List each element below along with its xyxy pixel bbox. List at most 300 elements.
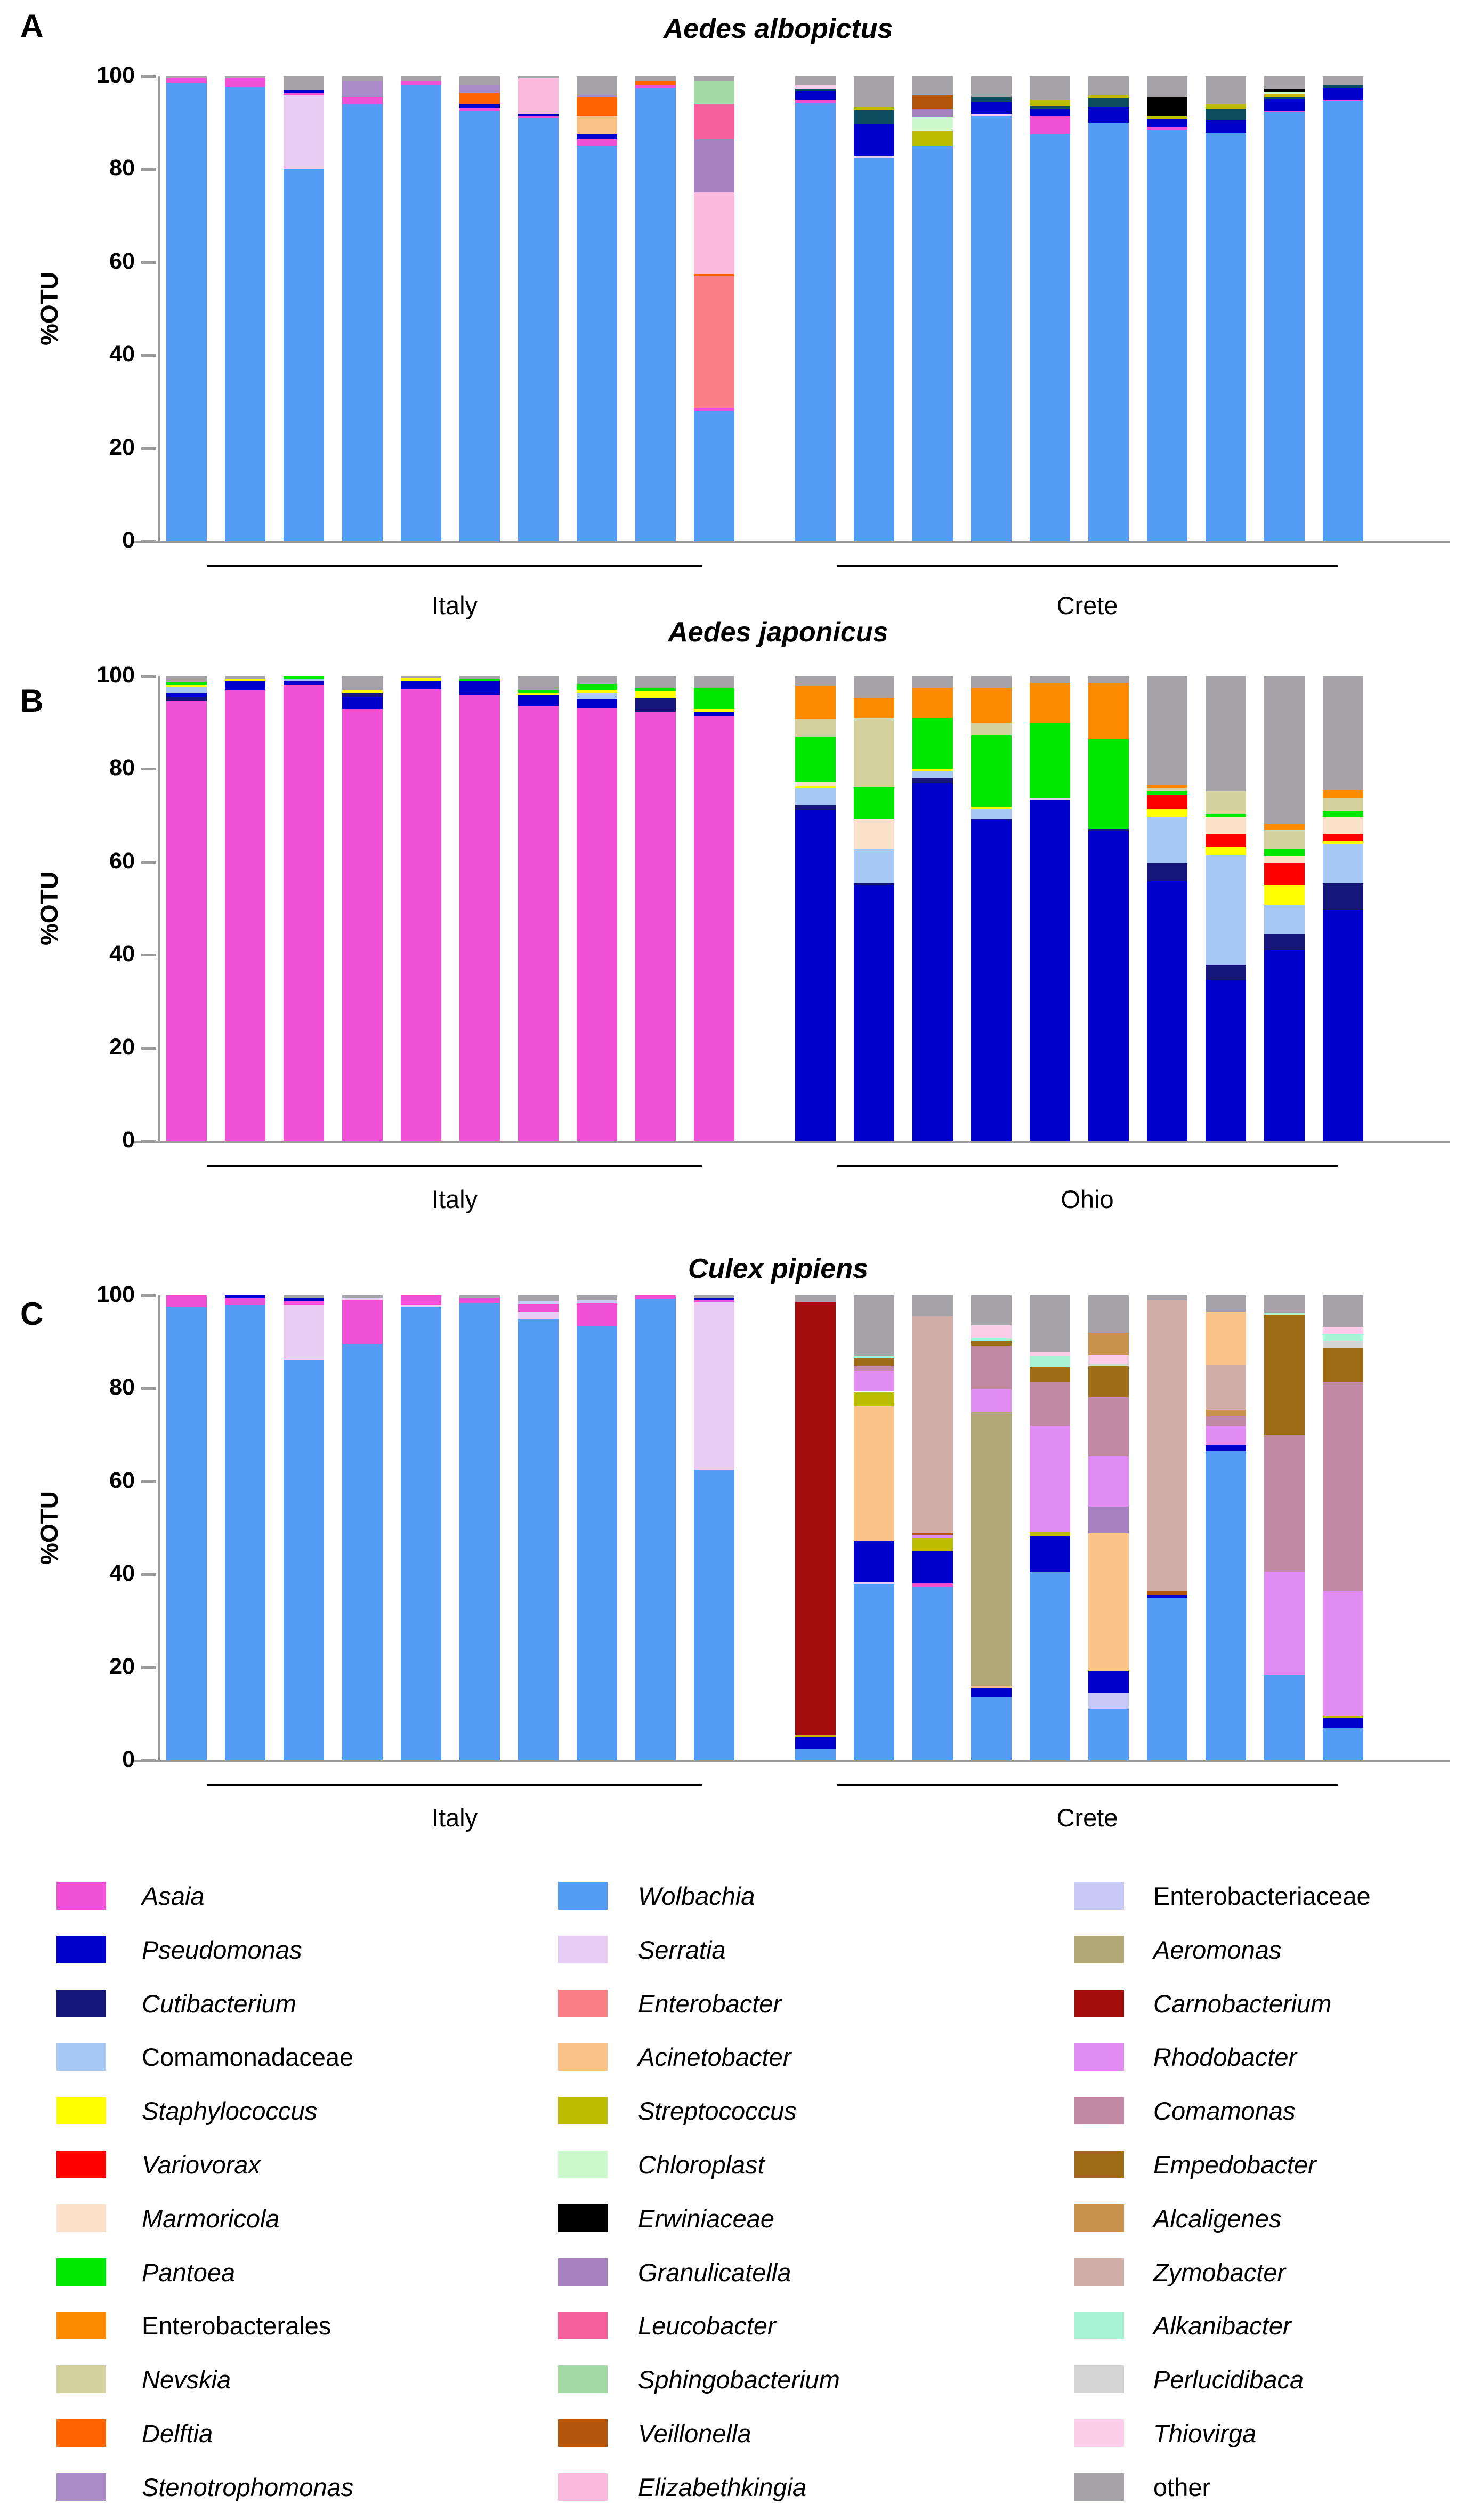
bar-segment [1206,133,1246,541]
bar-segment [854,718,894,787]
bar-segment [912,783,953,1141]
y-tick-mark [141,861,156,864]
bar-segment [971,723,1012,735]
bar-segment [795,686,836,719]
bar-segment [1206,855,1246,965]
bar-segment [577,95,617,97]
bar-segment [971,1295,1012,1325]
bar-segment [284,169,324,541]
bar-segment [577,139,617,146]
panel-a-title: Aedes albopictus [663,13,893,44]
bar-segment [1264,1572,1305,1675]
bar-segment [342,76,383,81]
bar-segment [854,1358,894,1366]
bar-segment [459,676,500,679]
legend-swatch-alcaligenes [1074,2204,1124,2232]
bar-segment [577,134,617,139]
legend-label-cutibacterium: Cutibacterium [142,1989,296,2018]
legend-label-granulicatella: Granulicatella [638,2258,791,2286]
bar-segment [1264,89,1305,92]
y-tick-label: 80 [109,755,135,781]
bar-segment [1323,676,1363,790]
panel-b-group-ohio-label: Ohio [1061,1185,1114,1213]
bar-segment [225,78,265,87]
bar-segment [1030,1352,1070,1356]
bar-segment [854,76,894,107]
bar-segment [971,820,1012,1141]
bar-segment [1264,830,1305,849]
legend-swatch-alkanibacter [1074,2312,1124,2339]
bar-segment [459,681,500,694]
bar-segment [1264,1675,1305,1760]
bar-segment [1030,1382,1070,1426]
bar-segment [1264,934,1305,951]
bar-segment [518,1319,559,1760]
bar-segment [1206,1445,1246,1451]
bar-segment [284,95,324,170]
bar-segment [912,1535,953,1538]
bar-segment [1147,863,1187,881]
bar-segment [854,1366,894,1371]
bar-segment [518,690,559,692]
bar-segment [795,85,836,88]
bar-segment [1323,1334,1363,1341]
legend-label-nevskia: Nevskia [142,2365,231,2394]
bar-segment [342,81,383,98]
bar-segment [1088,123,1129,541]
bar-segment [1147,881,1187,1141]
bar-segment [971,676,1012,688]
legend-swatch-acinetobacter [558,2043,608,2071]
bar-segment [971,1325,1012,1338]
bar-segment [854,849,894,883]
y-tick-mark [141,1480,156,1483]
bar-segment [1264,111,1305,112]
bar-segment [1088,1671,1129,1693]
y-tick-label: 20 [109,1034,135,1060]
legend-swatch-streptococcus [558,2097,608,2124]
bar-segment [795,1735,836,1737]
bar-segment [225,1295,265,1298]
bar-segment [1088,98,1129,107]
legend-swatch-stenotrophomonas [56,2473,106,2501]
legend-swatch-wolbachia [558,1882,608,1910]
bar-segment [518,76,559,78]
bar-segment [1147,1295,1187,1300]
bar-segment [694,76,734,81]
bar-segment [1323,1341,1363,1347]
bar-segment [1264,885,1305,905]
bar-segment [1323,1718,1363,1728]
legend-swatch-cutibacterium [56,1990,106,2017]
y-tick-label: 0 [122,1127,135,1153]
bar-segment [1088,683,1129,739]
bar-segment [912,109,953,117]
bar-segment [635,688,676,691]
y-tick-label: 0 [122,527,135,553]
bar-segment [912,778,953,783]
bar-segment [577,146,617,541]
legend-swatch-pantoea [56,2258,106,2286]
bar-segment [795,1737,836,1749]
bar-segment [577,693,617,699]
bar-segment [854,158,894,541]
y-tick-mark [141,954,156,956]
bar-segment [518,676,559,690]
bar-segment [1323,844,1363,883]
bar-segment [694,1302,734,1470]
legend-swatch-asaia [56,1882,106,1910]
bar-segment [166,76,207,78]
y-axis-line [158,676,160,1141]
bar-segment [1264,676,1305,824]
legend-swatch-comamonadaceae [56,2043,106,2071]
legend-label-streptococcus: Streptococcus [638,2096,797,2125]
bar-segment [971,688,1012,723]
bar-segment [795,1302,836,1735]
y-tick-mark [141,1759,156,1762]
y-tick-mark [141,768,156,770]
bar-segment [459,108,500,111]
bar-segment [1206,676,1246,791]
legend-label-erwiniaceae: Erwiniaceae [638,2204,775,2233]
bar-segment [1206,965,1246,980]
bar-segment [854,819,894,850]
bar-segment [854,107,894,110]
bar-segment [1323,1295,1363,1327]
legend-label-elizabethkingia: Elizabethkingia [638,2473,807,2501]
bar-segment [577,1303,617,1327]
bar-segment [1264,112,1305,541]
legend-label-empedobacter: Empedobacter [1153,2150,1316,2179]
bar-segment [1088,1507,1129,1533]
bar-segment [1264,849,1305,856]
legend-label-perlucidibaca: Perlucidibaca [1153,2365,1304,2394]
bar-segment [912,146,953,541]
legend-label-stenotrophomonas: Stenotrophomonas [142,2473,354,2501]
legend-swatch-sphingobacterium [558,2365,608,2393]
bar-segment [635,85,676,87]
bar-segment [1147,676,1187,785]
bar-segment [854,885,894,1141]
legend-swatch-enterobacterales [56,2312,106,2339]
bar-segment [1206,1410,1246,1416]
bar-segment [1147,76,1187,97]
bar-segment [166,693,207,697]
bar-segment [854,110,894,124]
bar-segment [795,1295,836,1302]
bar-segment [401,678,441,680]
bar-segment [1030,134,1070,541]
bar-segment [1206,980,1246,1141]
bar-segment [1323,1327,1363,1334]
bar-segment [1323,883,1363,911]
legend-label-other: other [1153,2473,1211,2501]
bar-segment [166,1307,207,1760]
bar-segment [342,104,383,541]
bar-segment [401,1305,441,1307]
bar-segment [166,682,207,685]
bar-segment [401,689,441,1141]
bar-segment [1147,1598,1187,1760]
y-tick-label: 40 [109,1560,135,1587]
bar-segment [1030,723,1070,798]
legend-label-leucobacter: Leucobacter [638,2311,776,2340]
bar-segment [1030,109,1070,116]
y-tick-label: 0 [122,1746,135,1772]
legend-label-rhodobacter: Rhodobacter [1153,2042,1297,2071]
bar-segment [795,810,836,1141]
bar-segment [459,85,500,92]
y-tick-label: 100 [96,62,135,88]
bar-segment [225,1305,265,1760]
bar-segment [459,679,500,681]
bar-segment [518,114,559,116]
bar-segment [577,76,617,95]
bar-segment [912,718,953,769]
bar-segment [635,1295,676,1299]
bar-segment [912,1295,953,1316]
group-underline [207,1165,702,1167]
legend-label-acinetobacter: Acinetobacter [638,2042,791,2071]
bar-segment [1206,1416,1246,1426]
legend-swatch-granulicatella [558,2258,608,2286]
panel-c-group-crete-label: Crete [1056,1804,1118,1832]
y-tick-label: 40 [109,941,135,967]
bar-segment [225,87,265,541]
bar-segment [1088,1456,1129,1507]
bar-segment [284,76,324,90]
legend-label-enterobacterales: Enterobacterales [142,2311,331,2340]
bar-segment [1030,1426,1070,1532]
bar-segment [912,1587,953,1760]
legend-label-alcaligenes: Alcaligenes [1153,2204,1282,2233]
y-tick-mark [141,168,156,171]
bar-segment [166,1295,207,1307]
bar-segment [1323,1716,1363,1717]
panel-b-letter: B [20,683,44,719]
legend-label-carnobacterium: Carnobacterium [1153,1989,1332,2018]
bar-segment [912,676,953,688]
bar-segment [225,690,265,1141]
bar-segment [1147,809,1187,817]
bar-segment [795,788,836,805]
bar-segment [971,1412,1012,1686]
bar-segment [1323,1348,1363,1382]
bar-segment [795,89,836,91]
bar-segment [342,1344,383,1760]
panel-b-title: Aedes japonicus [668,617,888,648]
bar-segment [694,1295,734,1298]
bar-segment [1206,76,1246,104]
bar-segment [1147,1591,1187,1595]
bar-segment [225,76,265,78]
bar-segment [459,93,500,104]
bar-segment [1030,798,1070,799]
bar-segment [912,769,953,771]
bar-segment [795,782,836,786]
legend-swatch-variovorax [56,2151,106,2178]
group-underline [837,565,1338,567]
panel-c-letter: C [20,1296,44,1332]
panel-c-y-axis-label: %OTU [35,1491,63,1565]
bar-segment [518,693,559,695]
bar-segment [971,76,1012,97]
bar-segment [1147,116,1187,119]
bar-segment [459,1303,500,1760]
bar-segment [1030,1356,1070,1367]
bar-segment [971,1389,1012,1412]
bar-segment [225,679,265,681]
legend-label-chloroplast: Chloroplast [638,2150,765,2179]
bar-segment [971,1697,1012,1760]
bar-segment [694,104,734,139]
bar-segment [401,676,441,678]
bar-segment [284,1305,324,1360]
y-tick-mark [141,540,156,543]
bar-segment [225,681,265,690]
bar-segment [1030,106,1070,109]
y-axis-line [158,1295,160,1760]
bar-segment [1264,76,1305,89]
bar-segment [459,1298,500,1303]
y-tick-mark [141,75,156,78]
y-tick-mark [141,1573,156,1576]
legend-label-marmoricola: Marmoricola [142,2204,280,2233]
x-baseline [133,1760,1450,1762]
bar-segment [1323,1382,1363,1591]
bar-segment [854,883,894,885]
bar-segment [971,807,1012,809]
bar-segment [1088,676,1129,683]
bar-segment [577,684,617,690]
bar-segment [284,685,324,1141]
legend-label-thiovirga: Thiovirga [1153,2419,1257,2447]
y-tick-mark [141,1666,156,1669]
panel-c-group-italy-label: Italy [431,1804,478,1832]
bar-segment [1323,798,1363,810]
bar-segment [1147,119,1187,127]
bar-segment [166,697,207,701]
bar-segment [854,698,894,718]
x-baseline [133,1141,1450,1143]
bar-segment [795,786,836,788]
bar-segment [1147,785,1187,788]
bar-segment [1088,1709,1129,1760]
legend-swatch-veillonella [558,2419,608,2447]
y-tick-mark [141,1140,156,1142]
bar-segment [518,1304,559,1313]
bar-segment [912,117,953,131]
bar-segment [1264,1315,1305,1434]
bar-segment [1206,817,1246,834]
y-tick-label: 80 [109,1374,135,1400]
bar-segment [1030,100,1070,106]
bar-segment [1264,856,1305,863]
bar-segment [1264,99,1305,111]
bar-segment [854,124,894,156]
bar-segment [1323,790,1363,798]
group-underline [837,1784,1338,1786]
legend-swatch-rhodobacter [1074,2043,1124,2071]
bar-segment [1030,1536,1070,1572]
bar-segment [342,697,383,709]
bar-segment [1206,109,1246,120]
bar-segment [166,676,207,682]
bar-segment [342,709,383,1141]
bar-segment [1206,1312,1246,1365]
bar-segment [1088,107,1129,123]
panel-c-title: Culex pipiens [688,1253,869,1284]
bar-segment [694,676,734,688]
bar-segment [1323,817,1363,834]
bar-segment [401,76,441,81]
legend-swatch-chloroplast [558,2151,608,2178]
bar-segment [225,676,265,679]
bar-segment [854,787,894,819]
bar-segment [284,1298,324,1301]
bar-segment [518,116,559,118]
bar-segment [694,712,734,716]
bar-segment [694,709,734,712]
y-tick-label: 60 [109,848,135,874]
bar-segment [284,1360,324,1760]
bar-segment [912,95,953,109]
legend-label-staphylococcus: Staphylococcus [142,2096,318,2125]
bar-segment [1206,847,1246,855]
bar-segment [1088,1397,1129,1456]
x-baseline [133,541,1450,543]
legend-swatch-delftia [56,2419,106,2447]
panel-a-group-crete-label: Crete [1056,591,1118,619]
bar-segment [912,1538,953,1551]
bar-segment [635,698,676,712]
legend-swatch-comamonas [1074,2097,1124,2124]
legend-swatch-perlucidibaca [1074,2365,1124,2393]
bar-segment [1147,130,1187,541]
bar-segment [518,1301,559,1303]
bar-segment [284,1295,324,1298]
bar-segment [1264,1313,1305,1315]
bar-segment [1088,1366,1129,1397]
bar-segment [694,408,734,410]
bar-segment [971,1346,1012,1389]
bar-segment [1088,95,1129,98]
bar-segment [971,1686,1012,1688]
bar-segment [1147,127,1187,130]
bar-segment [166,78,207,83]
bar-segment [795,100,836,102]
bar-segment [518,706,559,1141]
legend-swatch-marmoricola [56,2204,106,2232]
panel-a-group-italy-label: Italy [431,591,478,619]
panel-a-letter: A [20,8,44,44]
bar-segment [971,809,1012,818]
bar-segment [1030,683,1070,723]
bar-segment [1206,1451,1246,1760]
bar-segment [1323,88,1363,100]
y-tick-label: 100 [96,1282,135,1307]
legend-swatch-aeromonas [1074,1936,1124,1963]
y-axis-line [158,76,160,541]
legend-swatch-empedobacter [1074,2151,1124,2178]
legend-swatch-enterobacteriaceae [1074,1882,1124,1910]
legend-swatch-leucobacter [558,2312,608,2339]
legend-swatch-nevskia [56,2365,106,2393]
bar-segment [694,274,734,276]
bar-segment [284,681,324,685]
bar-segment [694,1298,734,1300]
